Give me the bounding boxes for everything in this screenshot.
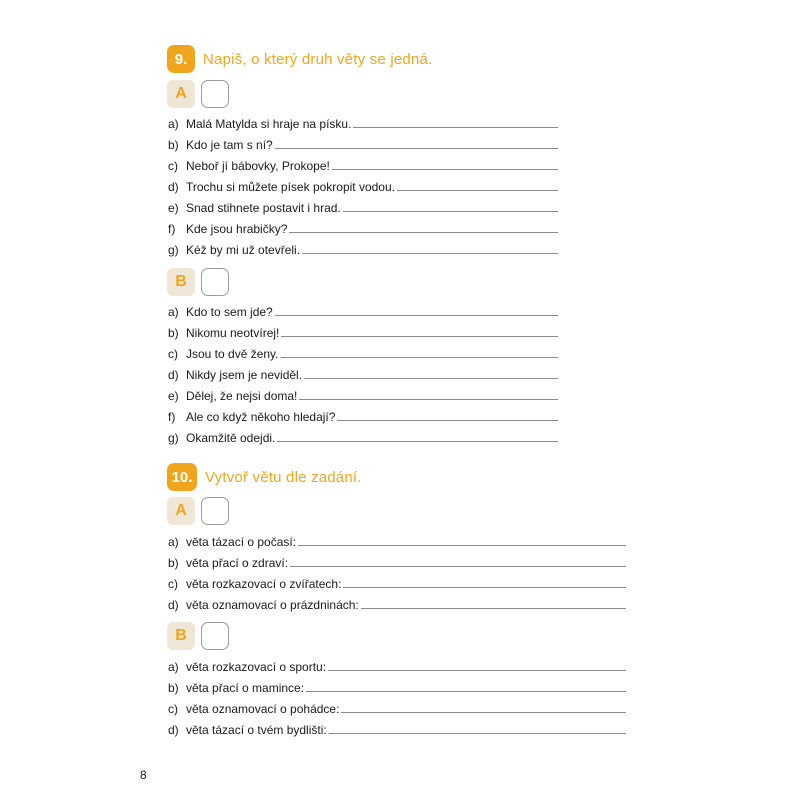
item-text: Ale co když někoho hledají? bbox=[186, 410, 336, 424]
answer-line[interactable] bbox=[343, 587, 626, 588]
answer-line[interactable] bbox=[353, 127, 558, 128]
list-item bbox=[168, 239, 558, 257]
answer-line[interactable] bbox=[281, 357, 559, 358]
answer-line[interactable] bbox=[298, 545, 626, 546]
item-label: d) bbox=[168, 368, 179, 382]
exercise-9-header bbox=[167, 45, 432, 73]
group-letter: A bbox=[167, 80, 195, 108]
item-text: Jsou to dvě ženy. bbox=[186, 347, 279, 361]
exercise-9-number: 9. bbox=[167, 45, 195, 73]
answer-line[interactable] bbox=[304, 378, 558, 379]
answer-line[interactable] bbox=[306, 691, 626, 692]
exercise-10-number: 10. bbox=[167, 463, 197, 491]
list-item bbox=[168, 656, 626, 674]
answer-line[interactable] bbox=[329, 733, 626, 734]
list-item bbox=[168, 677, 626, 695]
answer-line[interactable] bbox=[397, 190, 558, 191]
group-letter: B bbox=[167, 622, 195, 650]
list-item bbox=[168, 197, 558, 215]
item-label: d) bbox=[168, 180, 179, 194]
page-number: 8 bbox=[140, 768, 147, 782]
answer-line[interactable] bbox=[302, 253, 558, 254]
answer-checkbox[interactable] bbox=[201, 80, 229, 108]
group-letter: B bbox=[167, 268, 195, 296]
list-item bbox=[168, 406, 558, 424]
item-text: Nikdy jsem je neviděl. bbox=[186, 368, 303, 382]
item-label: c) bbox=[168, 159, 178, 173]
answer-line[interactable] bbox=[277, 441, 558, 442]
exercise-10-header bbox=[167, 463, 362, 491]
item-text: věta rozkazovací o sportu: bbox=[186, 660, 327, 674]
list-item bbox=[168, 427, 558, 445]
list-item bbox=[168, 155, 558, 173]
item-text: věta oznamovací o pohádce: bbox=[186, 702, 340, 716]
answer-checkbox[interactable] bbox=[201, 268, 229, 296]
item-text: věta přací o mamince: bbox=[186, 681, 305, 695]
item-label: b) bbox=[168, 138, 179, 152]
answer-line[interactable] bbox=[361, 608, 626, 609]
exercise-10-group-b bbox=[167, 622, 229, 650]
list-item bbox=[168, 531, 626, 549]
list-item bbox=[168, 113, 558, 131]
item-text: věta rozkazovací o zvířatech: bbox=[186, 577, 342, 591]
answer-line[interactable] bbox=[328, 670, 626, 671]
item-text: Dělej, že nejsi doma! bbox=[186, 389, 298, 403]
list-item bbox=[168, 698, 626, 716]
item-text: Kdo je tam s ní? bbox=[186, 138, 273, 152]
item-label: d) bbox=[168, 598, 179, 612]
item-text: věta tázací o tvém bydlišti: bbox=[186, 723, 327, 737]
item-label: b) bbox=[168, 556, 179, 570]
item-label: g) bbox=[168, 243, 179, 257]
answer-line[interactable] bbox=[343, 211, 558, 212]
item-text: Kdo to sem jde? bbox=[186, 305, 273, 319]
exercise-9-title: Napiš, o který druh věty se jedná. bbox=[203, 50, 433, 68]
answer-line[interactable] bbox=[281, 336, 558, 337]
item-label: a) bbox=[168, 660, 179, 674]
group-letter: A bbox=[167, 497, 195, 525]
answer-line[interactable] bbox=[341, 712, 626, 713]
item-label: g) bbox=[168, 431, 179, 445]
answer-checkbox[interactable] bbox=[201, 622, 229, 650]
item-text: Kde jsou hrabičky? bbox=[186, 222, 288, 236]
item-label: b) bbox=[168, 326, 179, 340]
item-text: Trochu si můžete písek pokropit vodou. bbox=[186, 180, 395, 194]
item-label: e) bbox=[168, 201, 179, 215]
item-label: a) bbox=[168, 535, 179, 549]
list-item bbox=[168, 385, 558, 403]
item-text: Kéž by mi už otevřeli. bbox=[186, 243, 301, 257]
item-label: c) bbox=[168, 577, 178, 591]
list-item bbox=[168, 134, 558, 152]
item-label: a) bbox=[168, 305, 179, 319]
answer-line[interactable] bbox=[290, 566, 626, 567]
list-item bbox=[168, 552, 626, 570]
item-label: c) bbox=[168, 702, 178, 716]
answer-line[interactable] bbox=[275, 315, 558, 316]
exercise-10-title: Vytvoř větu dle zadání. bbox=[205, 468, 362, 486]
exercise-9-group-a bbox=[167, 80, 229, 108]
list-item bbox=[168, 343, 558, 361]
item-text: věta přací o zdraví: bbox=[186, 556, 289, 570]
answer-line[interactable] bbox=[332, 169, 558, 170]
item-text: Snad stihnete postavit i hrad. bbox=[186, 201, 341, 215]
item-text: věta tázací o počasí: bbox=[186, 535, 297, 549]
item-text: Nikomu neotvírej! bbox=[186, 326, 280, 340]
item-text: Okamžitě odejdi. bbox=[186, 431, 276, 445]
answer-line[interactable] bbox=[289, 232, 558, 233]
item-label: d) bbox=[168, 723, 179, 737]
item-label: e) bbox=[168, 389, 179, 403]
list-item bbox=[168, 364, 558, 382]
list-item bbox=[168, 176, 558, 194]
item-label: c) bbox=[168, 347, 178, 361]
answer-line[interactable] bbox=[275, 148, 558, 149]
item-text: věta oznamovací o prázdninách: bbox=[186, 598, 359, 612]
item-label: b) bbox=[168, 681, 179, 695]
list-item bbox=[168, 719, 626, 737]
item-label: f) bbox=[168, 410, 176, 424]
answer-line[interactable] bbox=[299, 399, 558, 400]
item-text: Malá Matylda si hraje na písku. bbox=[186, 117, 352, 131]
item-label: f) bbox=[168, 222, 176, 236]
answer-checkbox[interactable] bbox=[201, 497, 229, 525]
answer-line[interactable] bbox=[337, 420, 558, 421]
item-text: Neboř jí bábovky, Prokope! bbox=[186, 159, 330, 173]
list-item bbox=[168, 301, 558, 319]
list-item bbox=[168, 573, 626, 591]
list-item bbox=[168, 218, 558, 236]
exercise-9-group-b bbox=[167, 268, 229, 296]
list-item bbox=[168, 594, 626, 612]
exercise-10-group-a bbox=[167, 497, 229, 525]
item-label: a) bbox=[168, 117, 179, 131]
list-item bbox=[168, 322, 558, 340]
